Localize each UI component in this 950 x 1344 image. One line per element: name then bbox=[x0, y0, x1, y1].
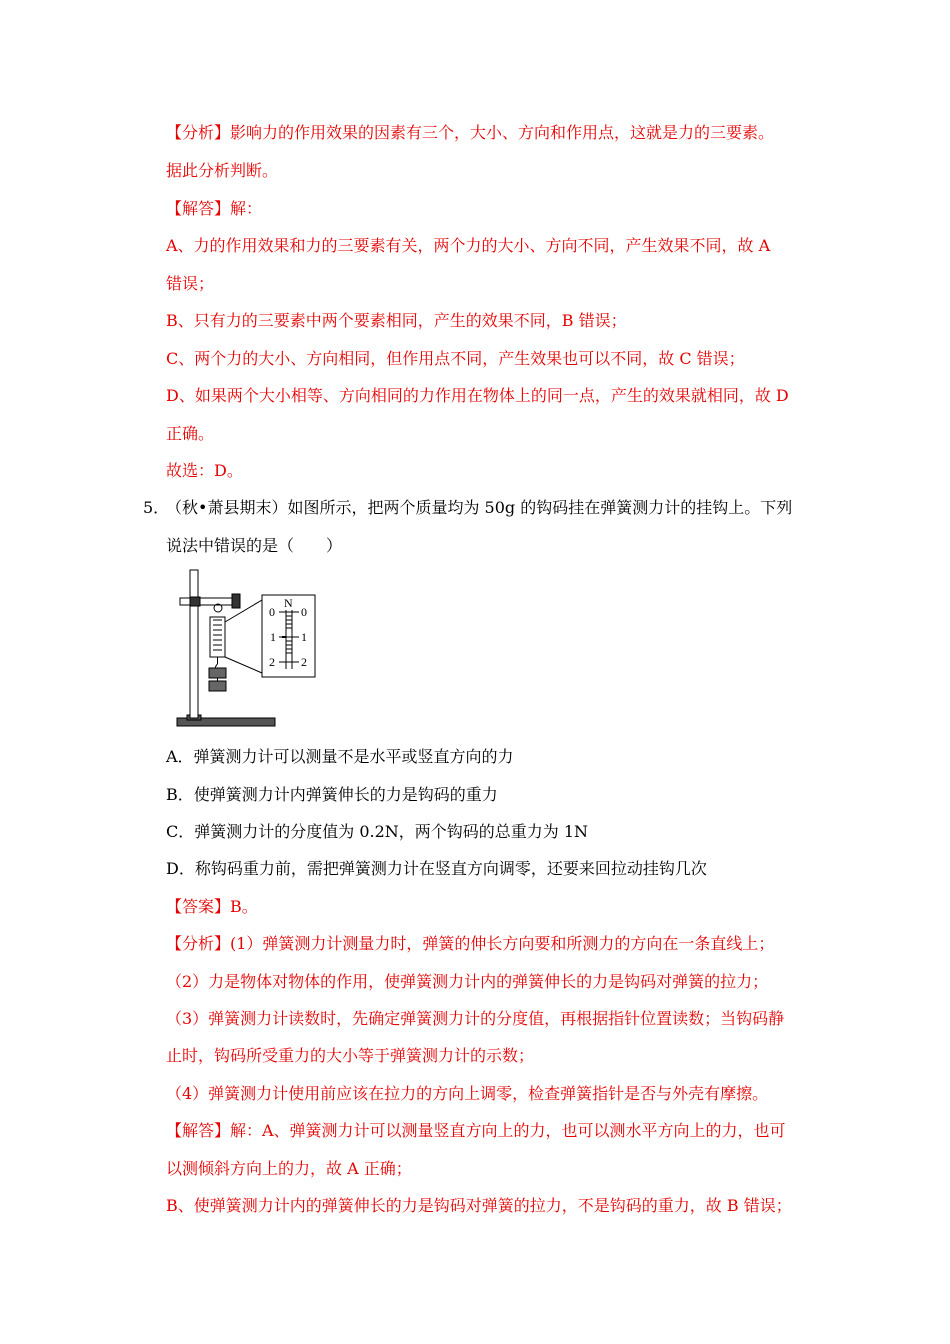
solution2-line-2: 以测倾斜方向上的力，故 A 正确； bbox=[166, 1159, 412, 1178]
analysis2-line-2: （2）力是物体对物体的作用，使弹簧测力计内的弹簧伸长的力是钩码对弹簧的拉力； bbox=[166, 972, 769, 991]
spring-scale-figure bbox=[172, 565, 322, 735]
callout-lines bbox=[225, 600, 262, 673]
solution-line-d: D、如果两个大小相等、方向相同的力作用在物体上的同一点，产生的效果就相同，故 D bbox=[166, 386, 789, 405]
spring-scale bbox=[210, 604, 225, 670]
analysis2-line-5: （4）弹簧测力计使用前应该在拉力的方向上调零，检查弹簧指针是否与外壳有摩擦。 bbox=[166, 1084, 769, 1103]
tick-right-0: 0 bbox=[301, 605, 307, 619]
tick-left-0: 0 bbox=[269, 605, 275, 619]
question-line-2: 说法中错误的是（ ） bbox=[166, 536, 343, 555]
unit-label: N bbox=[284, 596, 293, 610]
solution2-line-3: B、使弹簧测力计内的弹簧伸长的力是钩码对弹簧的拉力，不是钩码的重力，故 B 错误； bbox=[166, 1196, 792, 1215]
analysis2-line-4: 止时，钩码所受重力的大小等于弹簧测力计的示数； bbox=[166, 1046, 535, 1065]
tick-left-2: 2 bbox=[269, 655, 275, 669]
question-line-1: （秋•萧县期末）如图所示，把两个质量均为 50g 的钩码挂在弹簧测力计的挂钩上。下列 bbox=[166, 498, 793, 517]
tick-right-1: 1 bbox=[301, 630, 307, 644]
solution2-line-1: 【解答】解：A、弹簧测力计可以测量竖直方向上的力，也可以测水平方向上的力，也可 bbox=[166, 1121, 786, 1140]
solution-line-b: B、只有力的三要素中两个要素相同，产生的效果不同，B 错误； bbox=[166, 311, 627, 330]
hook-weights bbox=[209, 668, 226, 691]
solution-line-d-cont: 正确。 bbox=[166, 424, 215, 443]
solution-header: 【解答】解： bbox=[166, 199, 263, 218]
option-c: C．弹簧测力计的分度值为 0.2N，两个钩码的总重力为 1N bbox=[166, 822, 589, 841]
question-number: 5． bbox=[143, 498, 170, 517]
solution-line-c: C、两个力的大小、方向相同，但作用点不同，产生效果也可以不同，故 C 错误； bbox=[166, 349, 745, 368]
tick-left-1: 1 bbox=[270, 630, 276, 644]
solution-line-a: A、力的作用效果和力的三要素有关，两个力的大小、方向不同，产生效果不同，故 A bbox=[166, 236, 771, 255]
stand bbox=[177, 570, 275, 726]
solution-line-a-cont: 错误； bbox=[166, 274, 215, 293]
analysis2-line-1: 【分析】(1）弹簧测力计测量力时，弹簧的伸长方向要和所测力的方向在一条直线上； bbox=[166, 934, 775, 953]
analysis2-line-3: （3）弹簧测力计读数时，先确定弹簧测力计的分度值，再根据指针位置读数；当钩码静 bbox=[166, 1009, 785, 1028]
analysis-line-1: 【分析】影响力的作用效果的因素有三个，大小、方向和作用点，这就是力的三要素。 bbox=[166, 123, 775, 142]
option-b: B．使弹簧测力计内弹簧伸长的力是钩码的重力 bbox=[166, 785, 498, 804]
analysis-line-2: 据此分析判断。 bbox=[166, 161, 279, 180]
final-choice: 故选：D。 bbox=[166, 461, 243, 480]
answer-line: 【答案】B。 bbox=[166, 897, 258, 916]
option-d: D．称钩码重力前，需把弹簧测力计在竖直方向调零，还要来回拉动挂钩几次 bbox=[166, 859, 707, 878]
option-a: A．弹簧测力计可以测量不是水平或竖直方向的力 bbox=[166, 747, 514, 766]
tick-right-2: 2 bbox=[301, 655, 307, 669]
